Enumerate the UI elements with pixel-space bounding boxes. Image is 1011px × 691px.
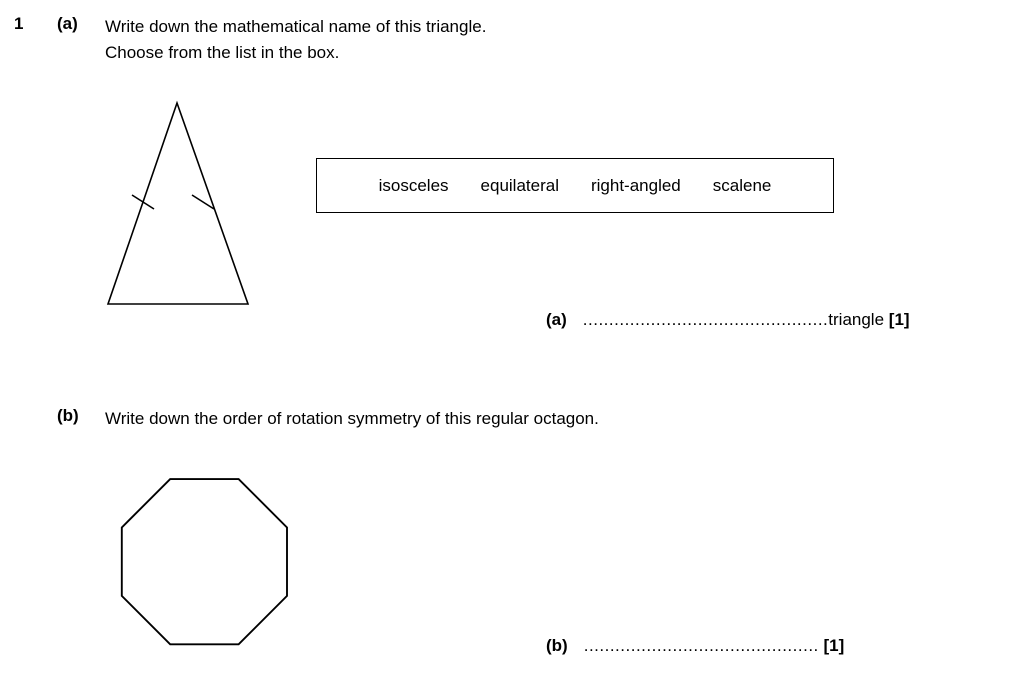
choices-list xyxy=(317,159,833,212)
octagon-figure xyxy=(110,450,330,675)
choice-equilateral[interactable]: equilateral xyxy=(480,175,559,195)
answer-row-a xyxy=(546,310,910,330)
answer-tag-a: (a) xyxy=(546,310,567,329)
part-a-text-line-2: Choose from the list in the box. xyxy=(105,43,340,62)
choice-isosceles[interactable]: isosceles xyxy=(378,175,449,195)
answer-tag-b: (b) xyxy=(546,636,568,655)
part-b-label: (b) xyxy=(57,406,79,425)
part-a-label: (a) xyxy=(57,14,78,33)
answer-dots-a[interactable]: ............................................... xyxy=(582,310,829,329)
answer-row-b xyxy=(546,636,844,656)
answer-unit-a: triangle xyxy=(828,310,885,329)
part-b-text-line-1: Write down the order of rotation symmetry of this regular octagon. xyxy=(105,409,599,428)
choice-scalene[interactable]: scalene xyxy=(712,175,772,195)
part-a-text-line-1: Write down the mathematical name of this triangle. xyxy=(105,17,487,36)
marks-a: [1] xyxy=(888,310,910,329)
answer-dots-b[interactable]: ............................................. xyxy=(583,636,819,655)
choice-right-angled[interactable]: right-angled xyxy=(590,175,681,195)
triangle-figure xyxy=(100,95,330,325)
question-number: 1 xyxy=(14,14,24,33)
marks-b: [1] xyxy=(823,636,845,655)
choices-box xyxy=(316,158,834,213)
